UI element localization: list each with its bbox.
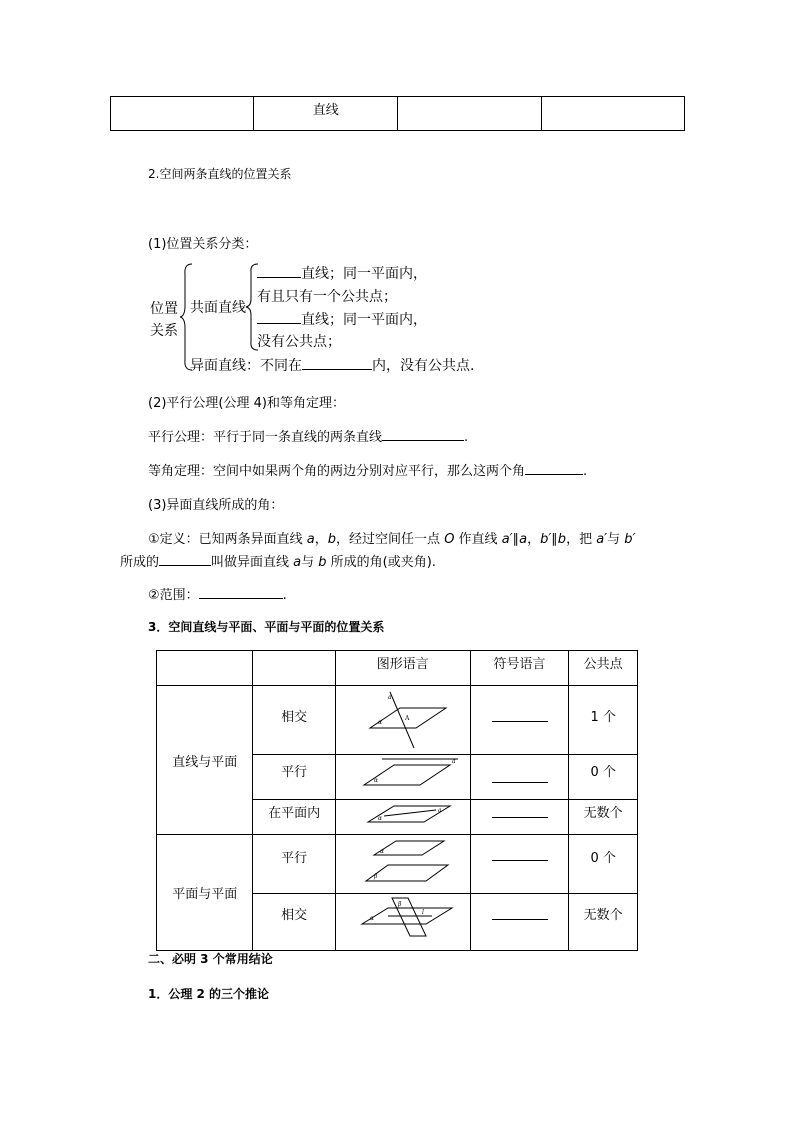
row5-relation: 相交 [253,894,335,951]
plane-parallel-plane-figure [348,837,458,889]
top-table-cell-4 [541,97,685,131]
row5-symbol-blank[interactable] [492,906,548,920]
skew-blank[interactable] [302,356,372,370]
parallel-text: 直线；同一平面内， [301,312,427,328]
row1-symbol-blank[interactable] [492,708,548,722]
parallel-blank[interactable] [257,310,301,324]
group-plane-plane: 平面与平面 [157,835,253,951]
classification-title: (1)位置关系分类： [148,237,258,252]
row1-figure [335,686,470,755]
parallel-line-row [257,309,427,329]
row4-symbol-blank[interactable] [492,847,548,861]
group-line-plane: 直线与平面 [157,686,253,835]
row2-symbol [470,755,569,800]
svg-text:a: a [451,758,456,765]
equal-angle-theorem [148,460,587,479]
row5-figure [335,894,470,951]
row4-relation: 平行 [253,835,335,894]
svg-text:α: α [377,815,382,822]
header-symbol: 符号语言 [470,651,569,686]
plane-intersect-plane-figure [348,896,458,946]
row3-symbol-blank[interactable] [492,804,548,818]
row1-common: 1 个 [569,686,638,755]
range-blank[interactable] [199,585,283,599]
svg-text:α: α [379,848,384,855]
intersect-line-row [257,263,427,283]
row2-common: 0 个 [569,755,638,800]
row2-symbol-blank[interactable] [492,769,548,783]
skew-line-row [190,355,474,375]
row1-relation: 相交 [253,686,335,755]
intersect-blank[interactable] [257,264,301,278]
equal-angle-text: 等角定理：空间中如果两个角的两边分别对应平行，那么这两个角 [148,464,526,479]
row5-symbol [470,894,569,951]
skew-prefix: 异面直线：不同在 [190,358,302,374]
line-intersect-plane-figure [348,690,458,750]
section3-heading: 3．空间直线与平面、平面与平面的位置关系 [148,620,385,634]
top-table [110,96,685,131]
svg-text:β: β [373,873,378,880]
line-parallel-plane-figure [348,755,458,795]
parallel-axiom [148,426,468,445]
skew-angle-title: (3)异面直线所成的角： [148,498,284,513]
row3-relation: 在平面内 [253,800,335,835]
parallel-axiom-blank[interactable] [382,427,464,441]
svg-text:l: l [421,909,424,916]
svg-text:β: β [397,901,402,908]
svg-text:α: α [377,719,382,726]
equal-angle-blank[interactable] [525,461,583,475]
row5-common: 无数个 [569,894,638,951]
parallel-axiom-suffix: . [464,430,469,445]
header-figure: 图形语言 [335,651,470,686]
axiom-title: (2)平行公理(公理 4)和等角定理： [148,396,345,411]
root-label-1: 位置 [150,301,178,317]
row3-symbol [470,800,569,835]
row4-common: 0 个 [569,835,638,894]
definition-blank[interactable] [159,552,211,566]
line-in-plane-figure [348,800,458,830]
row3-common: 无数个 [569,800,638,835]
definition-line1: ①定义：已知两条异面直线 a，b，经过空间任一点 O 作直线 a′∥a，b′∥b，把 a′与 b′ [148,532,636,547]
top-table-cell-2: 直线 [254,97,398,131]
svg-text:a: a [387,694,392,701]
part2-sub1: 1．公理 2 的三个推论 [148,987,270,1001]
top-table-cell-3 [398,97,541,131]
section2-heading: 2.空间两条直线的位置关系 [148,167,292,181]
svg-text:a: a [437,807,442,814]
svg-text:α: α [369,915,374,922]
part2-heading: 二、必明 3 个常用结论 [148,952,273,966]
svg-text:A: A [404,715,410,722]
top-table-cell-1 [111,97,254,131]
row2-figure [335,755,470,800]
parallel-line-row2: 没有公共点； [257,334,341,350]
position-table [156,650,638,951]
row3-figure [335,800,470,835]
parallel-axiom-text: 平行公理：平行于同一条直线的两条直线 [148,430,383,445]
row4-figure [335,835,470,894]
intersect-line-row2: 有且只有一个公共点； [257,289,397,305]
header-blank-2 [253,651,335,686]
svg-text:α: α [373,777,378,784]
row4-symbol [470,835,569,894]
root-label-2: 关系 [150,323,178,339]
equal-angle-suffix: . [583,464,588,479]
header-blank-1 [157,651,253,686]
definition-line2: 所成的 叫做异面直线 a与 b 所成的角(或夹角). [120,551,436,570]
header-common: 公共点 [569,651,638,686]
row2-relation: 平行 [253,755,335,800]
coplanar-label: 共面直线 [190,300,246,316]
row1-symbol [470,686,569,755]
range-line: ②范围： . [148,584,287,603]
intersect-text: 直线；同一平面内， [301,266,427,282]
skew-suffix: 内，没有公共点. [372,358,475,374]
